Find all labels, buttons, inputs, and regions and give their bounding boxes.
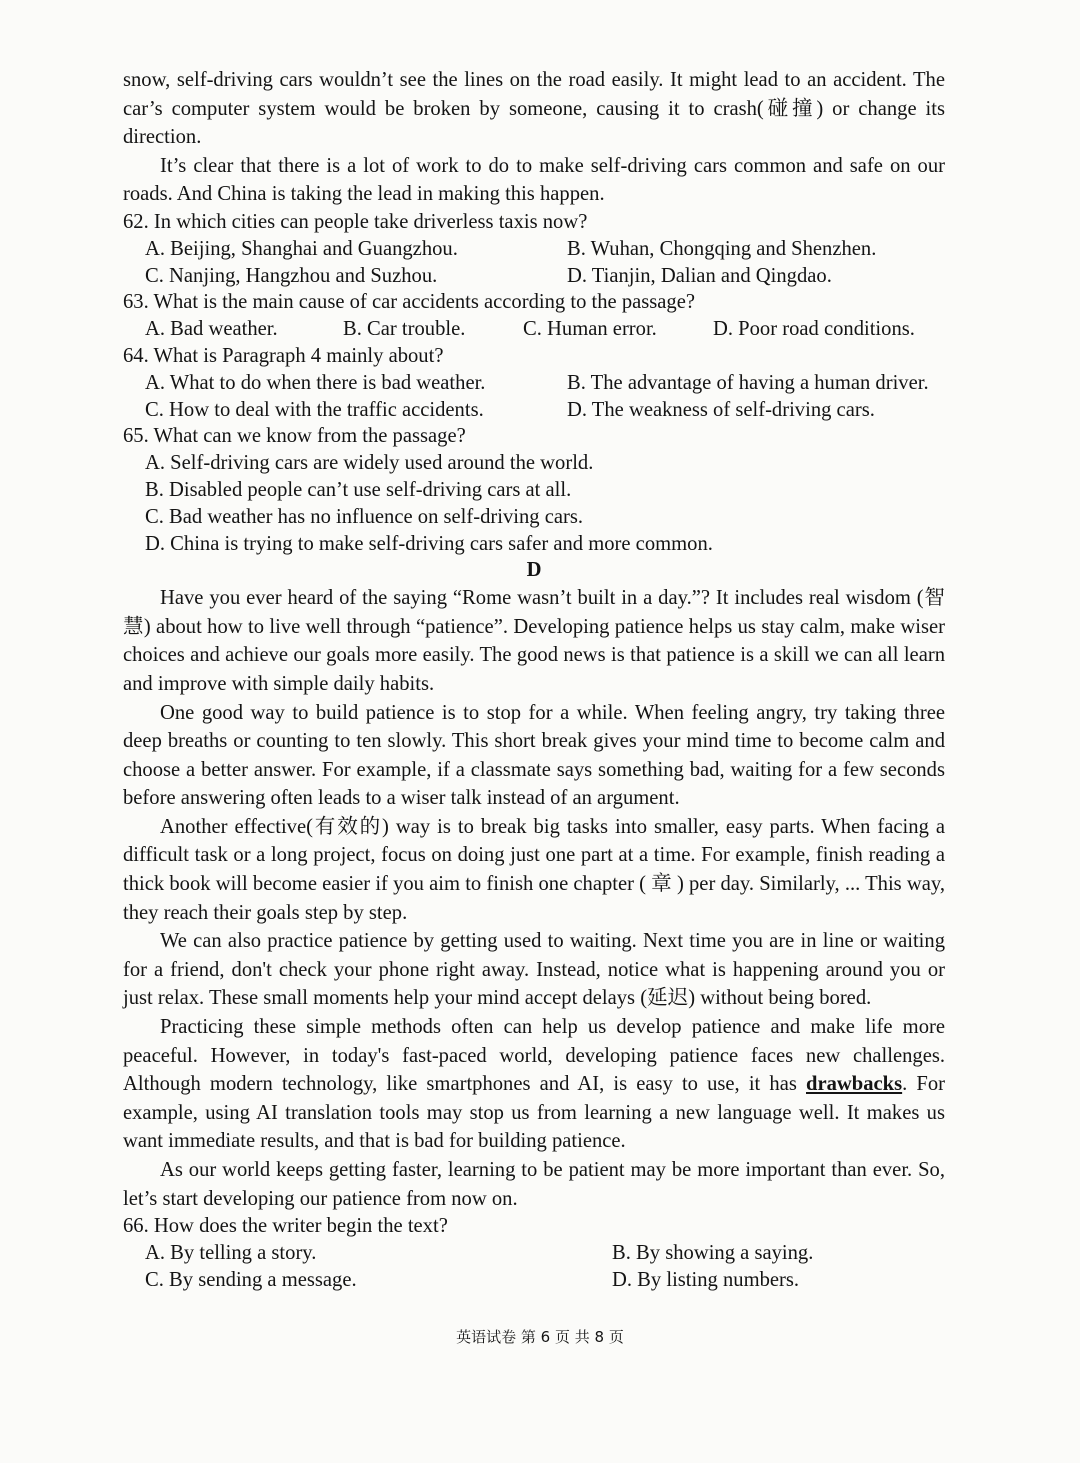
option-c: C. By sending a message.	[145, 1268, 357, 1291]
question-stem: 66. How does the writer begin the text?	[123, 1215, 448, 1238]
option-a: A. Beijing, Shanghai and Guangzhou.	[145, 237, 458, 260]
option-c: C. Human error.	[523, 318, 657, 341]
option-d: D. By listing numbers.	[612, 1268, 800, 1291]
question-64	[123, 343, 945, 423]
option-d: D. China is trying to make self-driving cars safer and more common.	[145, 532, 713, 555]
option-a: A. By telling a story.	[145, 1241, 317, 1264]
question-62	[123, 209, 945, 289]
passage-c-paragraph-end: snow, self-driving cars wouldn’t see the lines on the road easily. It might lead to an accident. The car’s computer system would be broken by someone, causing it to crash(碰撞) or change its direction.	[123, 69, 945, 149]
passage-d-paragraph-4: We can also practice patience by getting used to waiting. Next time you are in line or waiting for a friend, don't check your phone right away. Instead, notice what is happening around you or just relax. These small moments help your mind accept delays (延迟) without being bored.	[123, 930, 945, 1010]
option-d: D. Poor road conditions.	[713, 318, 915, 341]
option-c: C. Nanjing, Hangzhou and Suzhou.	[145, 264, 438, 287]
option-d: D. The weakness of self-driving cars.	[567, 398, 875, 421]
options-row	[123, 370, 945, 397]
section-heading: D	[526, 559, 542, 582]
option-b: B. Disabled people can’t use self-driving cars at all.	[145, 478, 572, 501]
question-stem: 65. What can we know from the passage?	[123, 425, 466, 448]
options-row	[123, 397, 945, 424]
option-a: A. Self-driving cars are widely used around the world.	[145, 452, 594, 475]
option-d: D. Tianjin, Dalian and Qingdao.	[567, 264, 832, 287]
options-row	[123, 263, 945, 290]
options-row	[123, 316, 945, 343]
passage-d-paragraph-5	[123, 1013, 945, 1156]
question-stem: 64. What is Paragraph 4 mainly about?	[123, 344, 444, 367]
passage-c-conclusion: It’s clear that there is a lot of work to do to make self-driving cars common and safe on our roads. And China is taking the lead in making this happen.	[123, 154, 945, 206]
page-footer: 英语试卷 第 6 页 共 8 页	[456, 1328, 624, 1346]
underlined-keyword: drawbacks	[806, 1073, 903, 1096]
question-65	[123, 423, 945, 557]
passage-d-paragraph-3: Another effective(有效的) way is to break big tasks into smaller, easy parts. When facing a difficult task or a long project, focus on doing just one part at a time. For example, finish reading a thick book will become easier if you aim to finish one chapter ( 章 ) per day. Similarly, ... This way, they reach their goals step by step.	[123, 815, 945, 924]
question-stem: 62. In which cities can people take driverless taxis now?	[123, 210, 588, 233]
option-b: B. The advantage of having a human driver.	[567, 371, 929, 394]
paragraph-text: Practicing these simple methods often can help us develop patience and make life more peaceful. However, in today's fast-paced world, developing patience faces new challenges. Although modern technology, like smartphones and AI, is easy to use, it has	[123, 1016, 945, 1096]
question-66	[123, 1213, 945, 1293]
option-b: B. Wuhan, Chongqing and Shenzhen.	[567, 237, 877, 260]
option-b: B. Car trouble.	[343, 318, 466, 341]
option-c: C. How to deal with the traffic accidents.	[145, 398, 484, 421]
option-b: B. By showing a saying.	[612, 1241, 814, 1264]
options-row	[123, 1267, 945, 1294]
question-stem: 63. What is the main cause of car accidents according to the passage?	[123, 291, 696, 314]
paragraph-text: . For example, using AI translation tools may stop us from learning a new language well. It makes us want immediate results, and that is bad for building patience.	[123, 1073, 946, 1153]
question-63	[123, 289, 945, 343]
options-row	[123, 1240, 945, 1267]
option-c: C. Bad weather has no influence on self-driving cars.	[145, 505, 584, 528]
page-content	[123, 66, 945, 1294]
passage-d-paragraph-1: Have you ever heard of the saying “Rome wasn’t built in a day.”? It includes real wisdom (智慧) about how to live well through “patience”. Developing patience helps us stay calm, make wiser choices and achieve our goals more easily. The good news is that patience is a skill we can all learn and improve with simple daily habits.	[123, 587, 945, 695]
option-a: A. What to do when there is bad weather.	[145, 371, 486, 394]
passage-d-paragraph-6: As our world keeps getting faster, learning to be patient may be more important than ever. So, let’s start developing our patience from now on.	[123, 1159, 945, 1210]
option-a: A. Bad weather.	[145, 318, 278, 341]
options-row	[123, 236, 945, 263]
passage-d-paragraph-2: One good way to build patience is to stop for a while. When feeling angry, try taking three deep breaths or counting to ten slowly. This short break gives your mind time to become calm and choose a better answer. For example, if a classmate says something bad, waiting for a few seconds before answering often leads to a wiser talk instead of an argument.	[123, 701, 945, 810]
